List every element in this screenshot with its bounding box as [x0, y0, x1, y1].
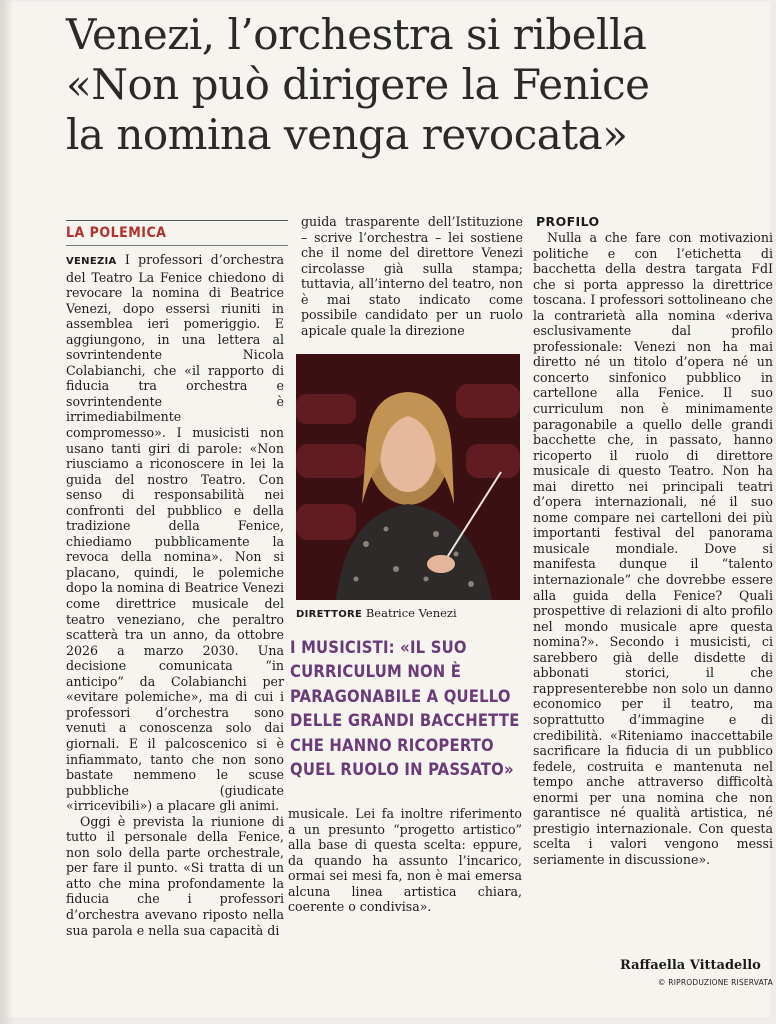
column-1-paragraph-1: [66, 252, 284, 814]
headline: [66, 10, 756, 160]
photo-caption: [296, 606, 526, 620]
column-1: [66, 252, 284, 938]
dateline: VENEZIA: [66, 256, 117, 267]
page-fold-shadow: [0, 0, 14, 1024]
column-2-bottom-text: musicale. Lei fa inoltre riferimento a un presunto “progetto artistico” alla base di questa scelta: eppure, da quando ha assunto l’incarico, ormai sei mesi fa, non è mai emersa alcuna linea artistica chiara, coerente o condivisa».: [288, 806, 522, 915]
column-2-bottom: [288, 806, 522, 915]
pull-quote: I MUSICISTI: «IL SUO CURRICULUM NON È PARAGONABILE A QUELLO DELLE GRANDI BACCHETTE CHE HANNO RICOPERTO QUEL RUOLO IN PASSATO»: [290, 638, 520, 780]
column-2-top: [301, 214, 523, 338]
copyright-notice: © RIPRODUZIONE RISERVATA: [658, 978, 773, 987]
headline-line-2: «Non può dirigere la Fenice: [66, 60, 650, 109]
portrait-photo: [296, 354, 520, 600]
caption-label: DIRETTORE: [296, 609, 363, 620]
column-3-text: Nulla a che fare con motivazioni politiche e con l’etichetta di bacchetta della destra targata FdI che si porta appresso la direttrice toscana. I professori sottolineano che la contrarietà alla nomina «deriva esclusivamente dal profilo professionale: Venezi non ha mai diretto né un titolo d’opera né un concerto sinfonico pubblico in cartellone alla Fenice. Il suo curriculum non è minimamente paragonabile a quello delle grandi bacchette che, in passato, hanno ricoperto il ruolo di direttore musicale di questo Teatro. Non ha mai diretto nei principali teatri d’opera internazionali, né il suo nome compare nei cartelloni dei più importanti festival del panorama musicale mondiale. Dove si manifesta dunque il “talento internazionale” che dovrebbe essere alla guida della Fenice? Quali prospettive di relazioni di alto profilo nel mondo musicale apre questa nomina?». Secondo i musicisti, ci sarebbero già delle disdette di abbonati storici, il che rappresenterebbe non solo un danno economico per il teatro, ma soprattutto d’immagine e di credibilità. «Riteniamo inaccettabile sacrificare la fiducia di un pubblico fedele, costruita e mantenuta nel tempo anche attraverso difficoltà enormi per una nomina che non garantisce né qualità artistica, né prestigio internazionale. Con questa scelta i valori vengono messi seriamente in discussione».: [533, 230, 773, 867]
column-1-paragraph-2: Oggi è prevista la riunione di tutto il personale della Fenice, non solo della parte orchestrale, per fare il punto. «Si tratta di un atto che mina profondamente la fiducia che i professori d’orchestra avevano riposto nella sua parola e nella sua capacità di: [66, 813, 284, 938]
caption-name: Beatrice Venezi: [365, 606, 457, 620]
column-3: [533, 230, 773, 867]
headline-line-1: Venezi, l’orchestra si ribella: [66, 10, 647, 59]
portrait-illustration: [296, 354, 520, 600]
author-byline: Raffaella Vittadello: [620, 958, 761, 973]
headline-line-3: la nomina venga revocata»: [66, 110, 628, 159]
section-label: LA POLEMICA: [66, 220, 288, 241]
profilo-label: PROFILO: [536, 214, 600, 229]
column-1-text-1: I professori d’orchestra del Teatro La Fenice chiedono di revocare la nomina di Beatrice Venezi, dopo essersi riuniti in assemblea ieri pomeriggio. E aggiungono, in una lettera al sovrintendente Nicola Colabianchi, che «il rapporto di fiducia tra orchestra e sovrintendente è irrimediabilmente compromesso». I musicisti non usano tanti giri di parole: «Non riusciamo a riconoscere in lei la guida del nostro Teatro. Con senso di responsabilità nei confronti del pubblico e della tradizione della Fenice, chiediamo pubblicamente la revoca della nomina». Non si placano, quindi, le polemiche dopo la nomina di Beatrice Venezi come direttrice musicale del teatro veneziano, che peraltro scatterà tra un anno, da ottobre 2026 a marzo 2030. Una decisione comunicata “in anticipo” da Colabianchi per «evitare polemiche», ma di cui i professori d’orchestra sono venuti a conoscenza solo dai giornali. E il palcoscenico si è infiammato, tanto che non sono bastate nemmeno le scuse pubbliche (giudicate «irricevibili») a placare gli animi.: [66, 252, 284, 814]
column-2-top-text: guida trasparente dell’Istituzione – scrive l’orchestra – lei sostiene che il nome del direttore Venezi circolasse già sulla stampa; tuttavia, all’interno del teatro, non è mai stato indicato come possibile candidato per un ruolo apicale quale la direzione: [301, 214, 523, 338]
